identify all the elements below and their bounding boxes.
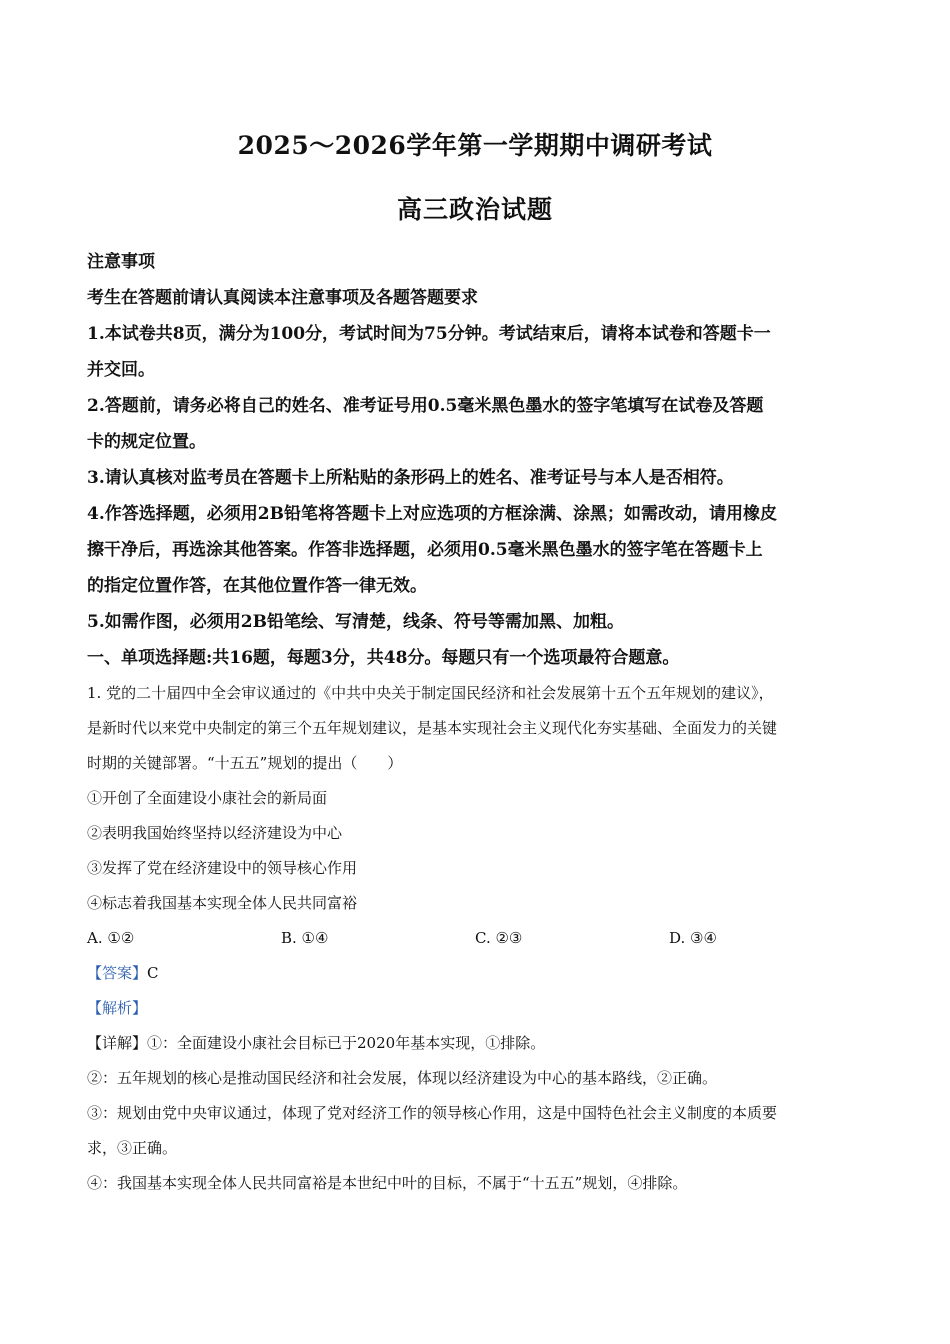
notes-line: 的指定位置作答，在其他位置作答一律无效。	[87, 576, 427, 596]
detail-line	[87, 1026, 867, 1061]
exam-title: 2025～2026学年第一学期期中调研考试	[237, 131, 713, 160]
answer-line	[87, 956, 867, 991]
notes-line: 卡的规定位置。	[87, 432, 206, 452]
option-d: D. ③④	[669, 929, 717, 947]
option-b: B. ①④	[281, 929, 329, 947]
detail-label: 【详解】	[87, 1034, 148, 1052]
notes-line: 并交回。	[87, 360, 155, 380]
statement-2: ②表明我国始终坚持以经济建设为中心	[87, 824, 343, 842]
notes-line: 4.作答选择题，必须用2B铅笔将答题卡上对应选项的方框涂满、涂黑；如需改动，请用橡皮	[87, 504, 777, 524]
answer-label: 【答案】	[87, 964, 148, 982]
statement-3: ③发挥了党在经济建设中的领导核心作用	[87, 859, 358, 877]
notes-line: 5.如需作图，必须用2B铅笔绘、写清楚，线条、符号等需加黑、加粗。	[87, 612, 624, 632]
options-row	[87, 921, 867, 956]
statement-4: ④标志着我国基本实现全体人民共同富裕	[87, 894, 358, 912]
notes-block	[87, 244, 867, 676]
notes-line: 2.答题前，请务必将自己的姓名、准考证号用0.5毫米黑色墨水的签字笔填写在试卷及答题	[87, 396, 764, 416]
detail-text: ①：全面建设小康社会目标已于2020年基本实现，①排除。	[147, 1034, 546, 1052]
detail-line: ③：规划由党中央审议通过，体现了党对经济工作的领导核心作用，这是中国特色社会主义制度的本质要	[87, 1104, 778, 1122]
analysis-label: 【解析】	[87, 999, 148, 1017]
section-heading: 一、单项选择题:共16题，每题3分，共48分。每题只有一个选项最符合题意。	[87, 648, 680, 668]
option-a: A. ①②	[87, 929, 135, 947]
notes-line: 3.请认真核对监考员在答题卡上所粘贴的条形码上的姓名、准考证号与本人是否相符。	[87, 468, 734, 488]
question-stem-line: 1. 党的二十届四中全会审议通过的《中共中央关于制定国民经济和社会发展第十五个五年规划的建议》，	[87, 684, 774, 702]
statement-1: ①开创了全面建设小康社会的新局面	[87, 789, 328, 807]
exam-subtitle: 高三政治试题	[396, 195, 553, 224]
question-stem-line: 是新时代以来党中央制定的第三个五年规划建议，是基本实现社会主义现代化夯实基础、全面发力的关键	[87, 719, 778, 737]
question-1	[87, 676, 867, 1201]
notes-intro: 考生在答题前请认真阅读本注意事项及各题答题要求	[87, 288, 478, 308]
notes-heading: 注意事项	[87, 252, 155, 272]
detail-line: ④：我国基本实现全体人民共同富裕是本世纪中叶的目标，不属于“十五五”规划，④排除。	[87, 1174, 688, 1192]
answer-value: C	[147, 964, 159, 982]
option-c: C. ②③	[475, 929, 523, 947]
detail-line: 求，③正确。	[87, 1139, 178, 1157]
question-stem-line: 时期的关键部署。“十五五”规划的提出（ ）	[87, 754, 403, 772]
analysis-line	[87, 991, 867, 1026]
detail-line: ②：五年规划的核心是推动国民经济和社会发展，体现以经济建设为中心的基本路线，②正确。	[87, 1069, 718, 1087]
notes-line: 1.本试卷共8页，满分为100分，考试时间为75分钟。考试结束后，请将本试卷和答题卡一	[87, 324, 771, 344]
notes-line: 擦干净后，再选涂其他答案。作答非选择题，必须用0.5毫米黑色墨水的签字笔在答题卡上	[87, 540, 763, 560]
